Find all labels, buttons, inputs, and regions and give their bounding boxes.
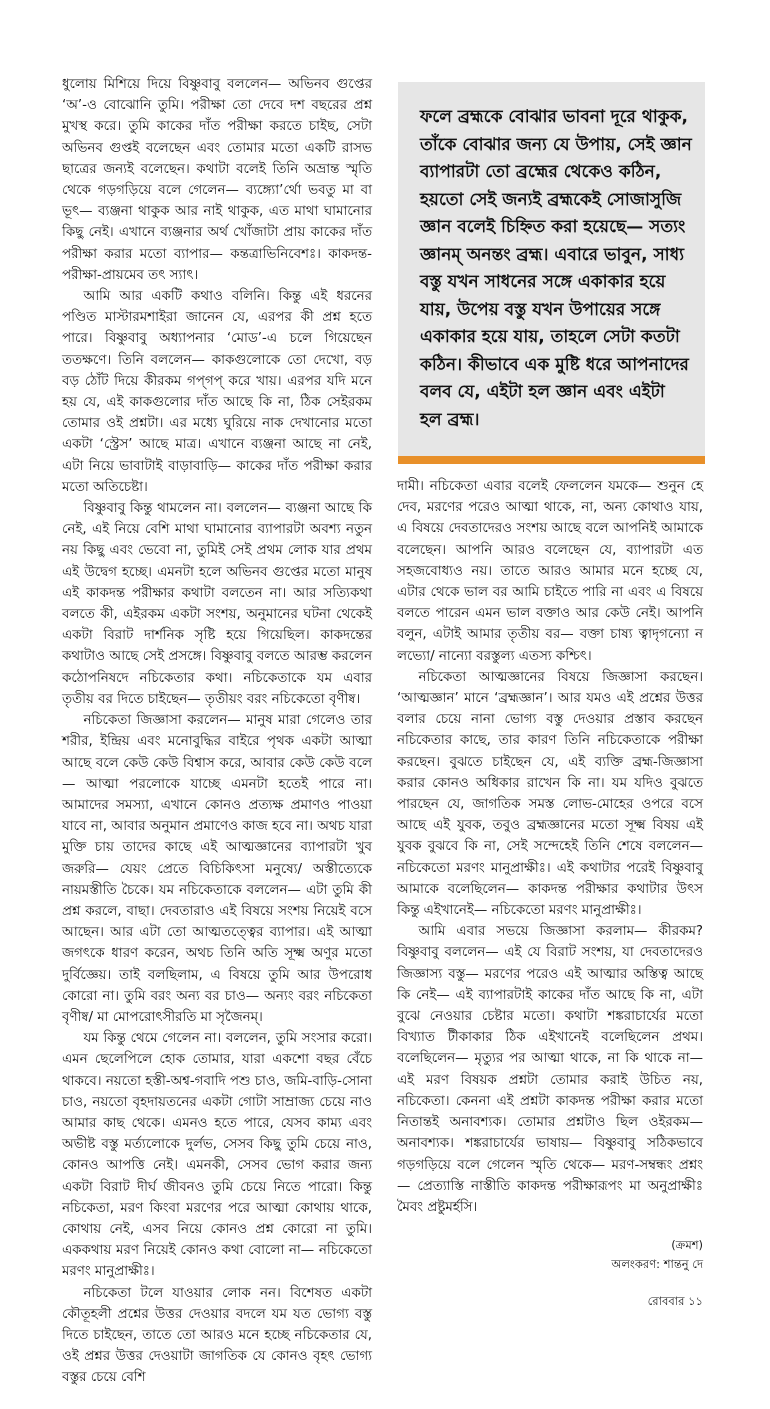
left-column bbox=[62, 74, 372, 1389]
pull-quote-text: ফলে ব্রহ্মকে বোঝার ভাবনা দূরে থাকুক, তাঁকে বোঝার জন্য যে উপায়, সেই জ্ঞান ব্যাপারটা তো ব্রহ্মের থেকেও কঠিন, হয়তো সেই জন্যই ব্রহ্মকেই সোজাসুজি জ্ঞান বলেই চিহ্নিত করা হয়েছে— সত্যং জ্ঞানম্‌ অনন্তং ব্রহ্ম। এবারে ভাবুন, সাধ্য বস্তু যখন সাধনের সঙ্গে একাকার হয়ে যায়, উপেয় বস্তু যখন উপায়ের সঙ্গে একাকার হয়ে যায়, তাহলে সেটা কতটা কঠিন। কীভাবে এক মুষ্টি ধরে আপনাদের বলব যে, এইটা হল জ্ঞান এবং এইটা হল ব্রহ্ম। bbox=[420, 107, 692, 430]
paragraph: ধুলোয় মিশিয়ে দিয়ে বিষ্ণুবাবু বললেন— অভিনব গুপ্তের ‘অ’-ও বোঝোনি তুমি। পরীক্ষা তো দেবে দশ বছরের প্রশ্ন মুখস্থ করে। তুমি কাকের দাঁত পরীক্ষা করতে চাইছ, সেটা অভিনব গুপ্তই বলেছেন এবং তোমার মতো একটি রাসভ ছাত্রের জন্যই বলেছেন। কথাটা বলেই তিনি অভ্রান্ত স্মৃতি থেকে গড়গড়িয়ে বলে গেলেন— ব্যঙ্গ্যো’র্থো ভবতু মা বা ভূৎ— ব্যঞ্জনা থাকুক আর নাই থাকুক, এত মাথা ঘামানোর কিছু নেই। এখানে ব্যঞ্জনার অর্থ খোঁজাটা প্রায় কাকের দাঁত পরীক্ষা করার মতো ব্যাপার— কন্তত্রাভিনিবেশঃ। কাকদন্ত-পরীক্ষা-প্রায়মেব তৎ স্যাৎ। bbox=[62, 77, 372, 283]
paragraph: দামী। নচিকেতা এবার বলেই ফেললেন যমকে— শুনুন হে দেব, মরণের পরেও আত্মা থাকে, না, অন্য কোথাও যায়, এ বিষয়ে দেবতাদেরও সংশয় আছে বলে আপনিই আমাকে বলেছেন। আপনি আরও বলেছেন যে, ব্যাপারটা এত সহজবোধ্যও নয়। তাতে আরও আমার মনে হচ্ছে যে, এটার থেকে ভাল বর আমি চাইতে পারি না এবং এ বিষয়ে বলতে পারেন এমন ভাল বক্তাও আর কেউ নেই। আপনি বলুন, এটাই আমার তৃতীয় বর— বক্তা চাষ্য ত্বাদৃগন্যো ন লভ্যো/ নান্যো বরস্তুল্য এতস্য কশ্চিৎ। bbox=[397, 479, 703, 664]
right-column bbox=[397, 476, 703, 1311]
paragraph: বিষ্ণুবাবু কিন্তু থামলেন না। বললেন— ব্যঞ্জনা আছে কি নেই, এই নিয়ে বেশি মাথা ঘামানোর ব্যাপারটা অবশ্য নতুন নয় কিছু এবং ভেবো না, তুমিই সেই প্রথম লোক যার প্রথম এই উদ্বেগ হচ্ছে। এমনটা হলে অভিনব গুপ্তের মতো মানুষ এই কাকদন্ত পরীক্ষার কথাটা বলতেন না। আর সত্যিকথা বলতে কী, এইরকম একটা সংশয়, অনুমানের ঘটনা থেকেই একটা বিরাট দার্শনিক সৃষ্টি হয়ে গিয়েছিল। কাকদন্তের কথাটাও আছে সেই প্রসঙ্গে। বিষ্ণুবাবু বলতে আরম্ভ করলেন কঠোপনিষদে নচিকেতার কথা। নচিকেতাকে যম এবার তৃতীয় বর দিতে চাইছেন— তৃতীয়ং বরং নচিকেতো বৃণীষ্ব। bbox=[62, 501, 372, 707]
to-be-continued: (ক্রমশ) bbox=[671, 1238, 703, 1253]
paragraph: নচিকেতা আত্মজ্ঞানের বিষয়ে জিজ্ঞাসা করছেন। ‘আত্মজ্ঞান’ মানে ‘ব্রহ্মজ্ঞান’। আর যমও এই প্রশ্নের উত্তর বলার চেয়ে নানা ভোগ্য বস্তু দেওয়ার প্রস্তাব করছেন নচিকেতার কাছে, তার কারণ তিনি নচিকেতাকে পরীক্ষা করছেন। বুঝতে চাইছেন যে, এই ব্যক্তি ব্রহ্ম-জিজ্ঞাসা করার কোনও অধিকার রাখেন কি না। যম যদিও বুঝতে পারছেন যে, জাগতিক সমস্ত লোভ-মোহের ওপরে বসে আছে এই যুবক, তবুও ব্রহ্মজ্ঞানের মতো সূক্ষ্ম বিষয় এই যুবক বুঝবে কি না, সেই সন্দেহেই তিনি শেষে বললেন— নচিকেতো মরণং মানুপ্রাক্ষীঃ। এই কথাটার পরেই বিষ্ণুবাবু আমাকে বলেছিলেন— কাকদন্ত পরীক্ষার কথাটার উৎস কিন্তু এইখানেই— নচিকেতো মরণং মানুপ্রাক্ষীঃ। bbox=[397, 669, 703, 919]
credits bbox=[397, 1236, 703, 1274]
paragraph: আমি আর একটি কথাও বলিনি। কিন্তু এই ধরনের পণ্ডিত মাস্টারমশাইরা জানেন যে, এরপর কী প্রশ্ন হতে পারে। বিষ্ণুবাবু অধ্যাপনার ‘মোড’-এ চলে গিয়েছেন ততক্ষণে। তিনি বললেন— কাকগুলোকে তো দেখো, বড় বড় ঠোঁট দিয়ে কীরকম গপ্‌গপ্‌ করে খায়। এরপর যদি মনে হয় যে, এই কাকগুলোর দাঁত আছে কি না, ঠিক সেইরকম তোমার ওই প্রশ্নটা। এর মধ্যে ঘুরিয়ে নাক দেখানোর মতো একটা ‘স্ট্রেস’ আছে মাত্র। এখানে ব্যঞ্জনা আছে না নেই, এটা নিয়ে ভাবাটাই বাড়াবাড়ি— কাকের দাঁত পরীক্ষা করার মতো অতিচেষ্টা। bbox=[62, 289, 372, 495]
paragraph: আমি এবার সভয়ে জিজ্ঞাসা করলাম— কীরকম? বিষ্ণুবাবু বললেন— এই যে বিরাট সংশয়, যা দেবতাদেরও জিজ্ঞাস্য বস্তু— মরণের পরেও এই আত্মার অস্তিত্ব আছে কি নেই— এই ব্যাপারটাই কাকের দাঁত আছে কি না, এটা বুঝে নেওয়ার চেষ্টার মতো। কথাটা শঙ্করাচার্যের মতো বিখ্যাত টীকাকার ঠিক এইখানেই বলেছিলেন প্রথম। বলেছিলেন— মৃত্যুর পর আত্মা থাকে, না কি থাকে না— এই মরণ বিষয়ক প্রশ্নটা তোমার করাই উচিত নয়, নচিকেতা। কেননা এই প্রশ্নটা কাকদন্ত পরীক্ষা করার মতো নিতান্তই অনাবশ্যক। তোমার প্রশ্নটাও ছিল ওইরকম— অনাবশ্যক। শঙ্করাচার্যের ভাষায়— বিষ্ণুবাবু সঠিকভাবে গড়গড়িয়ে বলে গেলেন স্মৃতি থেকে— মরণ-সম্বন্ধং প্রশ্নং— প্রেত্যাস্তি নাস্তীতি কাকদন্ত পরীক্ষারূপং মা অনুপ্রাক্ষীঃ মৈবং প্রষ্টুমর্হসি। bbox=[397, 924, 703, 1215]
illustration-credit: অলংকরণ: শান্তনু দে bbox=[611, 1257, 703, 1272]
paragraph: নচিকেতা জিজ্ঞাসা করলেন— মানুষ মারা গেলেও তার শরীর, ইন্দ্রিয় এবং মনোবুদ্ধির বাইরে পৃথক একটা আত্মা আছে বলে কেউ কেউ বিশ্বাস করে, আবার কেউ কেউ বলে— আত্মা পরলোকে যাচ্ছে এমনটা হতেই পারে না। আমাদের সমস্যা, এখানে কোনও প্রত্যক্ষ প্রমাণও পাওয়া যাবে না, আবার অনুমান প্রমাণেও কাজ হবে না। অথচ যারা মুক্তি চায় তাদের কাছে এই আত্মজ্ঞানের ব্যাপারটা খুব জরুরি— যেয়ং প্রেতে বিচিকিৎসা মনুষ্যে/ অস্তীত্যেকে নায়মস্তীতি চৈকে। যম নচিকেতাকে বললেন— এটা তুমি কী প্রশ্ন করলে, বাছা। দেবতারাও এই বিষয়ে সংশয় নিয়েই বসে আছেন। আর এটা তো আত্মতত্ত্বের ব্যাপার। এই আত্মা জগৎকে ধারণ করেন, অথচ তিনি অতি সূক্ষ্ম অণুর মতো দুর্বিজ্ঞেয়। তাই বলছিলাম, এ বিষয়ে তুমি আর উপরোধ কোরো না। তুমি বরং অন্য বর চাও— অন্যং বরং নচিকেতা বৃণীষ্ব/ মা মোপরোৎসীরতি মা সৃজৈনম্‌। bbox=[62, 713, 372, 1025]
page-footer: রোববার ১১ bbox=[647, 1294, 703, 1309]
paragraph: যম কিন্তু থেমে গেলেন না। বললেন, তুমি সংসার করো। এমন ছেলেপিলে হোক তোমার, যারা একশো বছর বেঁচে থাকবে। নয়তো হস্তী-অশ্ব-গবাদি পশু চাও, জমি-বাড়ি-সোনা চাও, নয়তো বৃহদায়তনের একটা গোটা সাম্রাজ্য চেয়ে নাও আমার কাছ থেকে। এমনও হতে পারে, যেসব কাম্য এবং অভীষ্ট বস্তু মর্ত্যলোকে দুর্লভ, সেসব কিছু তুমি চেয়ে নাও, কোনও আপত্তি নেই। এমনকী, সেসব ভোগ করার জন্য একটা বিরাট দীর্ঘ জীবনও তুমি চেয়ে নিতে পারো। কিন্তু নচিকেতা, মরণ কিংবা মরণের পরে আত্মা কোথায় থাকে, কোথায় নেই, এসব নিয়ে কোনও প্রশ্ন কোরো না তুমি। এককথায় মরণ নিয়েই কোনও কথা বোলো না— নচিকেতো মরণং মানুপ্রাক্ষীঃ। bbox=[62, 1031, 372, 1280]
pull-quote-box bbox=[398, 82, 705, 464]
paragraph: নচিকেতা টলে যাওয়ার লোক নন। বিশেষত একটা কৌতূহলী প্রশ্নের উত্তর দেওয়ার বদলে যম যত ভোগ্য বস্তু দিতে চাইছেন, তাতে তো আরও মনে হচ্ছে নচিকেতার যে, ওই প্রশ্নর উত্তর দেওয়াটা জাগতিক যে কোনও বৃহৎ ভোগ্য বস্তুর চেয়ে বেশি bbox=[62, 1285, 372, 1386]
